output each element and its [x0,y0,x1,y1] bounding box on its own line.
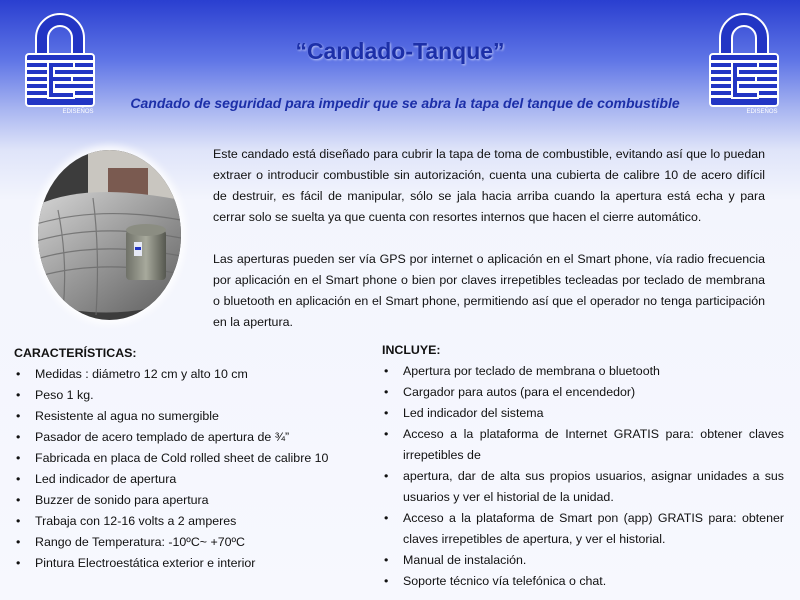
list-item: • Pintura Electroestática exterior e interior [14,553,359,574]
includes-heading [382,340,784,361]
includes-title: INCLUYE [382,343,437,357]
description-paragraph-2: Las aperturas pueden ser vía GPS por internet o aplicación en el Smart phone, vía radio frecuencia por aplicación en el Smart phone o bien por claves irrepetibles tecleadas por teclado de membrana o bluetooth en aplicación en el Smart phone, permitiendo así que el operador no tenga participación en la apertura. [213,252,765,329]
list-item: • Led indicador de apertura [14,469,359,490]
includes-list [382,361,784,592]
product-photo [38,150,181,320]
list-item: • Pasador de acero templado de apertura de ¾” [14,427,359,448]
list-item: • apertura, dar de alta sus propios usuarios, asignar unidades a sus usuarios y ver el historial de la unidad. [382,466,784,508]
product-description [213,144,765,354]
features-title: CARACTERÍSTICAS [14,346,133,360]
list-item: • Medidas : diámetro 12 cm y alto 10 cm [14,364,359,385]
description-paragraph-1: Este candado está diseñado para cubrir la tapa de toma de combustible, evitando así que lo puedan extraer o introducir combustible sin autorización, cuenta una cubierta de calibre 10 de acero difícil de destruir, es fácil de manipular, sólo se jala hacia arriba cuando la apertura está echa y para cerrar solo se suelta ya que cuenta con resortes internos que hacen el cierre automático. [213,147,765,224]
padlock-on-tank-photo-icon [38,150,181,320]
list-item: • Apertura por teclado de membrana o bluetooth [382,361,784,382]
page-subtitle: Candado de seguridad para impedir que se abra la tapa del tanque de combustible [130,95,680,111]
list-item: • Acceso a la plataforma de Smart pon (app) GRATIS para: obtener claves irrepetibles de apertura, y ver el historial. [382,508,784,550]
list-item: • Peso 1 kg. [14,385,359,406]
features-section [14,343,359,574]
page-title: “Candado-Tanque” [295,38,505,64]
list-item: • Acceso a la plataforma de Internet GRATIS para: obtener claves irrepetibles de [382,424,784,466]
list-item: • Cargador para autos (para el encendedor) [382,382,784,403]
list-item: • Led indicador del sistema [382,403,784,424]
logo-caption: EDISEÑOS [746,109,778,115]
list-item: • Soporte técnico vía telefónica o chat. [382,571,784,592]
list-item: • Resistente al agua no sumergible [14,406,359,427]
list-item: • Buzzer de sonido para apertura [14,490,359,511]
features-heading [14,343,359,364]
features-list [14,364,359,574]
includes-title-suffix: : [436,343,441,357]
list-item: • Manual de instalación. [382,550,784,571]
logo-caption: EDISEÑOS [62,109,94,115]
list-item: • Rango de Temperatura: -10ºC~ +70ºC [14,532,359,553]
list-item: • Trabaja con 12-16 volts a 2 amperes [14,511,359,532]
list-item: • Fabricada en placa de Cold rolled sheet de calibre 10 [14,448,359,469]
features-title-suffix: : [132,346,137,360]
includes-section [382,340,784,592]
